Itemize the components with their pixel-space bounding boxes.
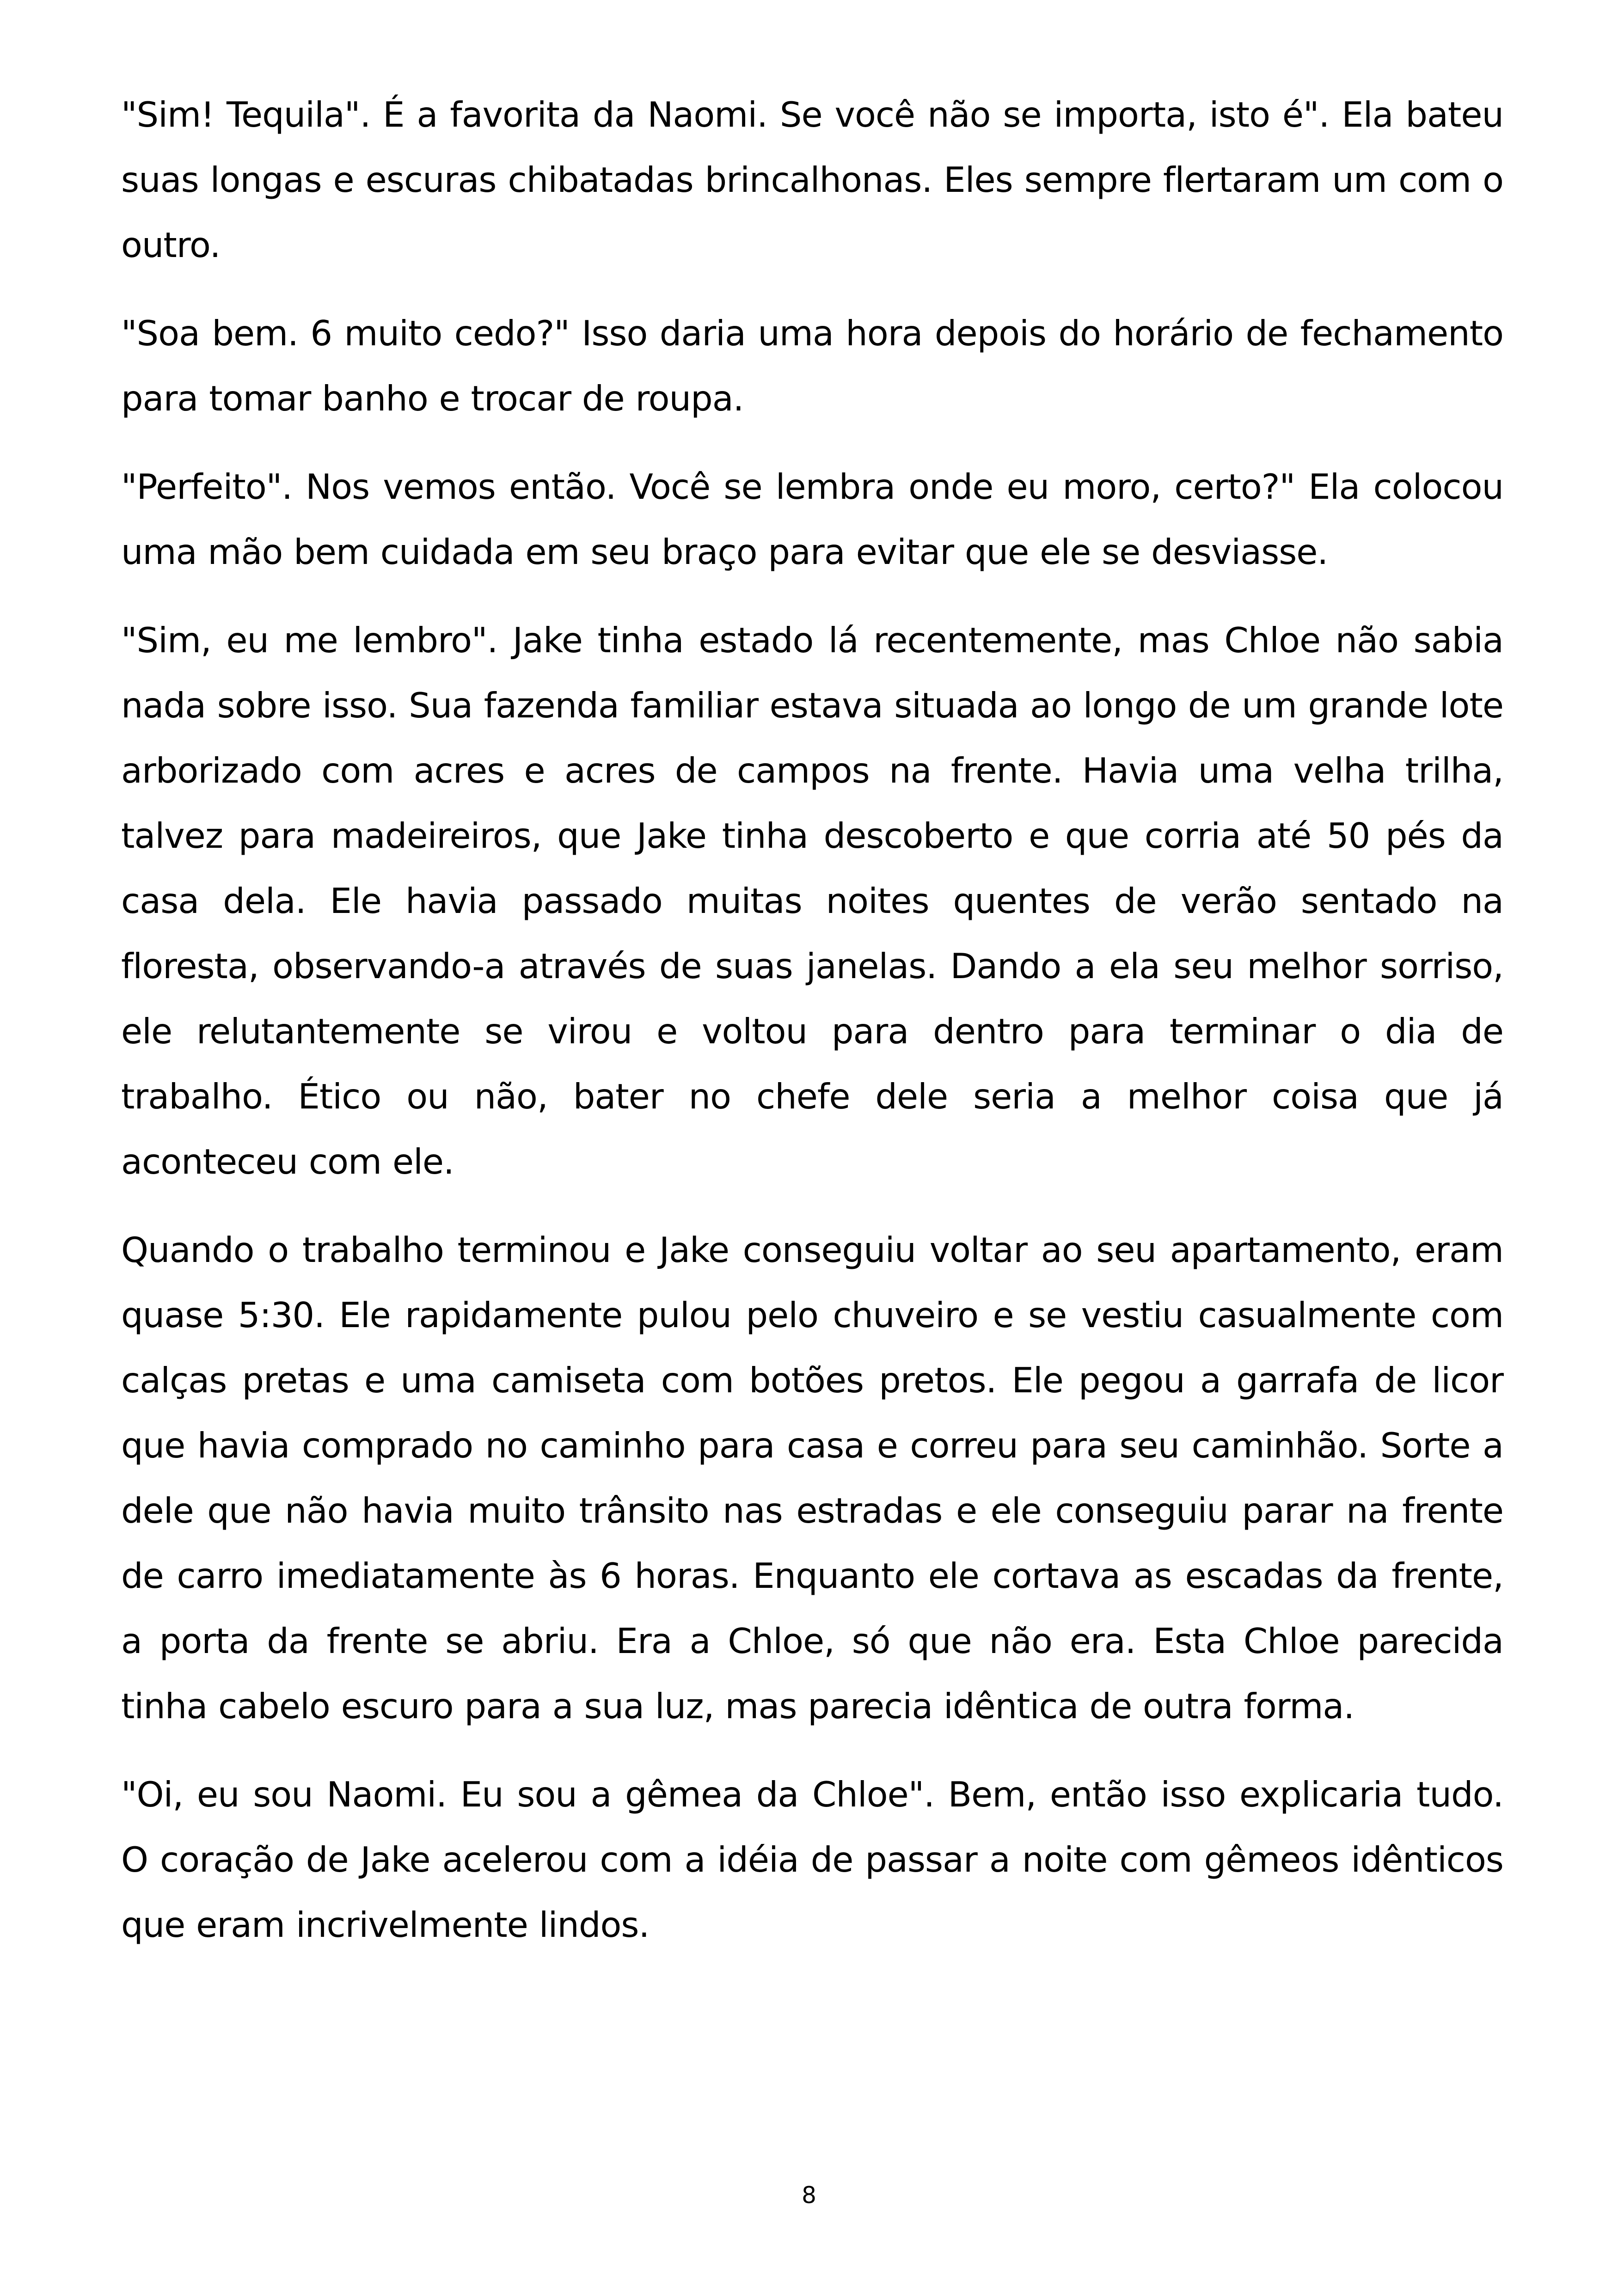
body-text (121, 82, 1503, 1981)
paragraph: "Sim! Tequila". É a favorita da Naomi. Se você não se importa, isto é". Ela bateu suas longas e escuras chibatadas brincalhonas. Eles sempre flertaram um com o outro. (121, 94, 1503, 265)
paragraph: Quando o trabalho terminou e Jake conseguiu voltar ao seu apartamento, eram quase 5:30. Ele rapidamente pulou pelo chuveiro e se vestiu casualmente com calças pretas e uma camiseta com botões pretos. Ele pegou a garrafa de licor que havia comprado no caminho para casa e correu para seu caminhão. Sorte a dele que não havia muito trânsito nas estradas e ele conseguiu parar na frente de carro imediatamente às 6 horas. Enquanto ele cortava as escadas da frente, a porta da frente se abriu. Era a Chloe, só que não era. Esta Chloe parecida tinha cabelo escuro para a sua luz, mas parecia idêntica de outra forma. (121, 1230, 1503, 1727)
paragraph: "Soa bem. 6 muito cedo?" Isso daria uma hora depois do horário de fechamento para tomar banho e trocar de roupa. (121, 313, 1503, 419)
paragraph: "Perfeito". Nos vemos então. Você se lembra onde eu moro, certo?" Ela colocou uma mão bem cuidada em seu braço para evitar que ele se desviasse. (121, 466, 1503, 572)
paragraph: "Sim, eu me lembro". Jake tinha estado lá recentemente, mas Chloe não sabia nada sobre isso. Sua fazenda familiar estava situada ao longo de um grande lote arborizado com acres e acres de campos na frente. Havia uma velha trilha, talvez para madeireiros, que Jake tinha descoberto e que corria até 50 pés da casa dela. Ele havia passado muitas noites quentes de verão sentado na floresta, observando-a através de suas janelas. Dando a ela seu melhor sorriso, ele relutantemente se virou e voltou para dentro para terminar o dia de trabalho. Ético ou não, bater no chefe dele seria a melhor coisa que já aconteceu com ele. (121, 620, 1503, 1182)
paragraph: "Oi, eu sou Naomi. Eu sou a gêmea da Chloe". Bem, então isso explicaria tudo. O coração de Jake acelerou com a idéia de passar a noite com gêmeos idênticos que eram incrivelmente lindos. (121, 1774, 1503, 1945)
page-number: 8 (802, 2182, 816, 2209)
